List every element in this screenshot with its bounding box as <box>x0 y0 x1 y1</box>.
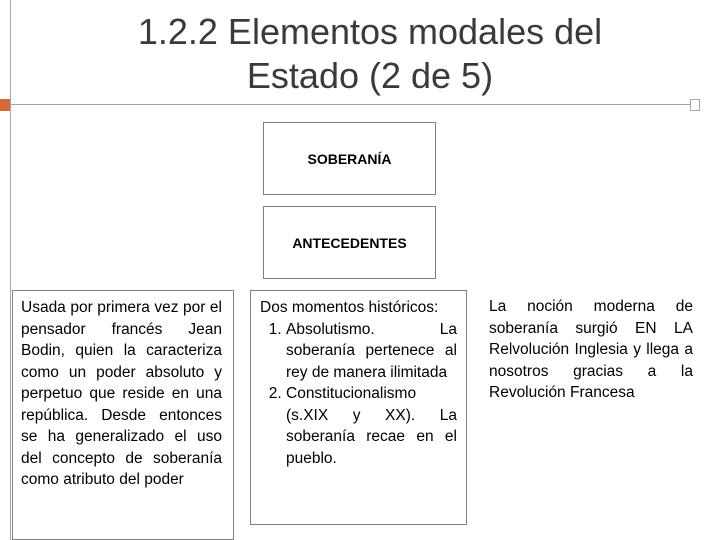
rule-end-marker <box>690 99 700 111</box>
soberania-label: SOBERANÍA <box>307 150 392 167</box>
bodin-origin-box <box>12 290 234 540</box>
list-item: 1. Absolutismo. La soberanía pertenece al rey de manera ilimitada <box>286 319 457 384</box>
list-item: 2. Constitucionalismo (s.XIX y XX). La soberanía recae en el pueblo. <box>286 383 457 469</box>
accent-marker <box>0 99 10 111</box>
modern-notion-text: La noción moderna de soberanía surgió EN LA Relvolución Inglesia y llega a nosotros gracias a la Revolución Francesa <box>489 298 693 401</box>
slide-title <box>60 10 680 98</box>
title-underline-rule <box>10 104 690 105</box>
slide-title-line-1: 1.2.2 Elementos modales del <box>137 11 603 52</box>
antecedentes-box <box>263 206 436 279</box>
historical-moments-box <box>250 290 467 525</box>
bodin-origin-text: Usada por primera vez por el pensador francés Jean Bodin, quien la caracteriza como un poder absoluto y perpetuo que reside en una república. Desde entonces se ha generalizado el uso del concepto de soberanía como atributo del poder <box>21 299 222 488</box>
soberania-box <box>263 122 436 195</box>
slide-title-line-2: Estado (2 de 5) <box>246 55 494 96</box>
historical-moments-list <box>260 319 457 470</box>
historical-moments-intro: Dos momentos históricos: <box>260 299 439 316</box>
vertical-rule <box>10 0 11 540</box>
modern-notion-text-block <box>485 296 697 404</box>
antecedentes-label: ANTECEDENTES <box>292 234 407 251</box>
